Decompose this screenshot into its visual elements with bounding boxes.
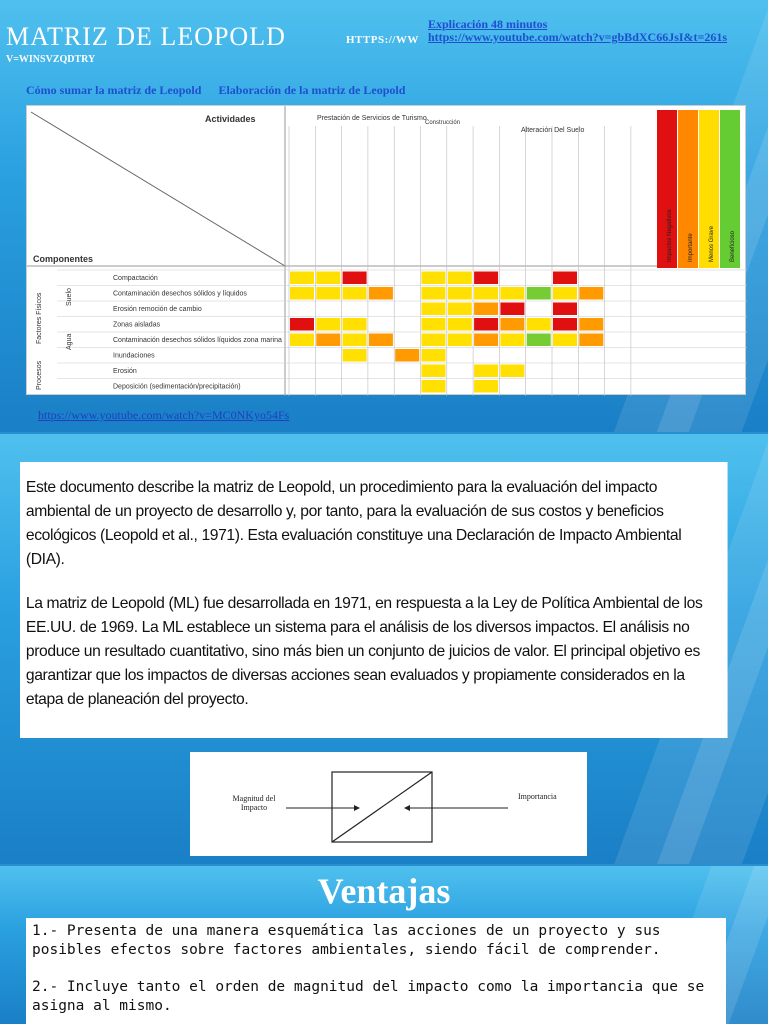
explicacion-label[interactable]: Explicación 48 minutos — [428, 17, 548, 31]
matrix-row-label: Erosión remoción de cambio — [113, 306, 202, 313]
actividades-label: Actividades — [205, 114, 256, 124]
matrix-cell — [579, 287, 603, 300]
matrix-cell — [422, 287, 446, 300]
matrix-row-label: Inundaciones — [113, 352, 155, 360]
matrix-cell — [500, 318, 524, 331]
legend-column-label: Impactos Negativos — [667, 209, 673, 262]
matrix-cell — [553, 272, 577, 285]
slide-descripcion — [0, 434, 768, 864]
ventaja-item-1: 1.- Presenta de una manera esquemática las acciones de un proyecto y sus posibles efectos sobre factores ambientales, siendo fácil de comprender. — [32, 923, 661, 958]
matrix-cell — [474, 334, 498, 347]
matrix-cell — [422, 349, 446, 362]
matrix-cell — [579, 334, 603, 347]
matrix-row-label: Zonas aisladas — [113, 321, 161, 329]
row-labels — [113, 275, 282, 391]
sub-group-suelo: Suelo — [66, 288, 73, 306]
legend-column-label: Menos Grave — [709, 225, 715, 262]
matrix-cell — [527, 318, 551, 331]
diagram-diagonal — [332, 772, 432, 842]
matrix-cell — [448, 272, 472, 285]
matrix-cell — [579, 318, 603, 331]
matrix-cell — [290, 318, 314, 331]
legend-column-label: Beneficioso — [730, 230, 736, 262]
matrix-cell — [316, 318, 340, 331]
header-diagonal — [31, 112, 285, 266]
matrix-cell — [553, 318, 577, 331]
matrix-cell — [422, 334, 446, 347]
matrix-cell — [343, 334, 367, 347]
matrix-cell — [448, 334, 472, 347]
matrix-row-label: Compactación — [113, 275, 158, 282]
matrix-cell — [422, 303, 446, 316]
matrix-cell — [474, 287, 498, 300]
matrix-cell — [474, 318, 498, 331]
matrix-cell — [343, 287, 367, 300]
slide-title: MATRIZ DE LEOPOLD — [6, 22, 286, 51]
matrix-cell — [500, 334, 524, 347]
matrix-cell — [343, 349, 367, 362]
row-group-procesos: Procesos — [36, 360, 43, 390]
matrix-cell — [316, 287, 340, 300]
paragraph-1: Este documento describe la matriz de Leopold, un procedimiento para la evaluación del impacto ambiental de un proyecto de desarrollo y, por tanto, para la evaluación de sus costos y beneficios ecológicos (Leopold et al., 1971). Esta evaluación constituye una Declaración de Impacto Ambiental (DIA). — [25, 479, 682, 568]
matrix-cell — [500, 287, 524, 300]
sub-links — [26, 83, 419, 98]
matrix-cell — [316, 334, 340, 347]
row-group-factores: Factores Físicos — [36, 292, 43, 344]
matrix-cell — [500, 303, 524, 316]
diagram-right-label: Importancia — [518, 792, 557, 801]
matrix-cell — [474, 303, 498, 316]
header-link[interactable]: HTTPS://WW — [346, 34, 419, 46]
diagram-left-label: Magnitud del Impacto — [232, 794, 276, 812]
matrix-row-label: Erosión — [113, 368, 137, 375]
sub-group-agua: Agua — [66, 333, 73, 350]
matrix-cell — [553, 287, 577, 300]
explicacion-link[interactable] — [428, 18, 763, 44]
matrix-cell — [422, 380, 446, 393]
matrix-cell — [395, 349, 419, 362]
paragraph-2: La matriz de Leopold (ML) fue desarrollada en 1971, en respuesta a la Ley de Política Ambiental de los EE.UU. de 1969. La ML establece un sistema para el análisis de los diversos impactos. El análisis no produce un resultado cuantitativo, sino más bien un conjunto de juicios de valor. El principal objetivo es garantizar que los impactos de diversas acciones sean evaluados y propiamente considerados en la etapa de planeación del proyecto. — [25, 595, 703, 708]
matrix-cell — [527, 287, 551, 300]
slide-ventajas — [0, 866, 768, 1024]
matrix-cell — [553, 303, 577, 316]
sub-link-elaboracion[interactable]: Elaboración de la matriz de Leopold — [218, 83, 406, 97]
explicacion-url[interactable]: https://www.youtube.com/watch?v=gbBdXC66JsI&t=261s — [428, 30, 728, 44]
group-header-construccion: Construcción — [425, 120, 461, 126]
matrix-cell — [474, 365, 498, 378]
matrix-cell — [422, 318, 446, 331]
matrix-cell — [527, 334, 551, 347]
matrix-cell — [422, 272, 446, 285]
ventajas-list — [26, 918, 726, 1024]
matrix-cell — [553, 334, 577, 347]
matrix-cell — [343, 272, 367, 285]
magnitude-importance-diagram — [190, 752, 587, 856]
componentes-label: Componentes — [33, 254, 94, 264]
arrow-head-icon — [404, 805, 410, 811]
legend-column-label: Importante — [688, 233, 694, 262]
matrix-cell — [422, 365, 446, 378]
matrix-cell — [500, 365, 524, 378]
matrix-cell — [290, 334, 314, 347]
arrow-head-icon — [354, 805, 360, 811]
matrix-cell — [474, 272, 498, 285]
matrix-svg — [27, 106, 747, 396]
header-link-continued[interactable]: V=WINSVZQDTRY — [6, 54, 96, 65]
leopold-matrix-image — [26, 105, 746, 395]
matrix-cell — [316, 272, 340, 285]
matrix-row-label: Contaminación desechos sólidos líquidos zona marina — [113, 337, 282, 344]
sub-link-sumar[interactable]: Cómo sumar la matriz de Leopold — [26, 83, 202, 97]
matrix-cell — [369, 287, 393, 300]
matrix-cell — [448, 287, 472, 300]
diagram-svg — [190, 752, 587, 856]
group-header-turismo: Prestación de Servicios de Turismo — [317, 115, 427, 122]
legend-columns — [657, 110, 740, 268]
matrix-cells — [57, 126, 747, 396]
video-link[interactable]: https://www.youtube.com/watch?v=MC0NKyo54Fs — [38, 408, 290, 422]
matrix-row-label: Deposición (sedimentación/precipitación) — [113, 383, 241, 391]
matrix-cell — [290, 272, 314, 285]
group-header-suelo: Alteración Del Suelo — [521, 127, 585, 134]
ventaja-item-2: 2.- Incluye tanto el orden de magnitud del impacto como la importancia que se asigna al mismo. — [32, 979, 705, 1014]
description-text-box — [20, 462, 728, 738]
ventajas-title: Ventajas — [317, 871, 451, 911]
matrix-cell — [290, 287, 314, 300]
matrix-cell — [343, 318, 367, 331]
matrix-cell — [448, 303, 472, 316]
slide-matriz — [0, 0, 768, 432]
matrix-cell — [369, 334, 393, 347]
matrix-row-label: Contaminación desechos sólidos y líquidos — [113, 290, 247, 298]
matrix-cell — [448, 318, 472, 331]
matrix-cell — [474, 380, 498, 393]
